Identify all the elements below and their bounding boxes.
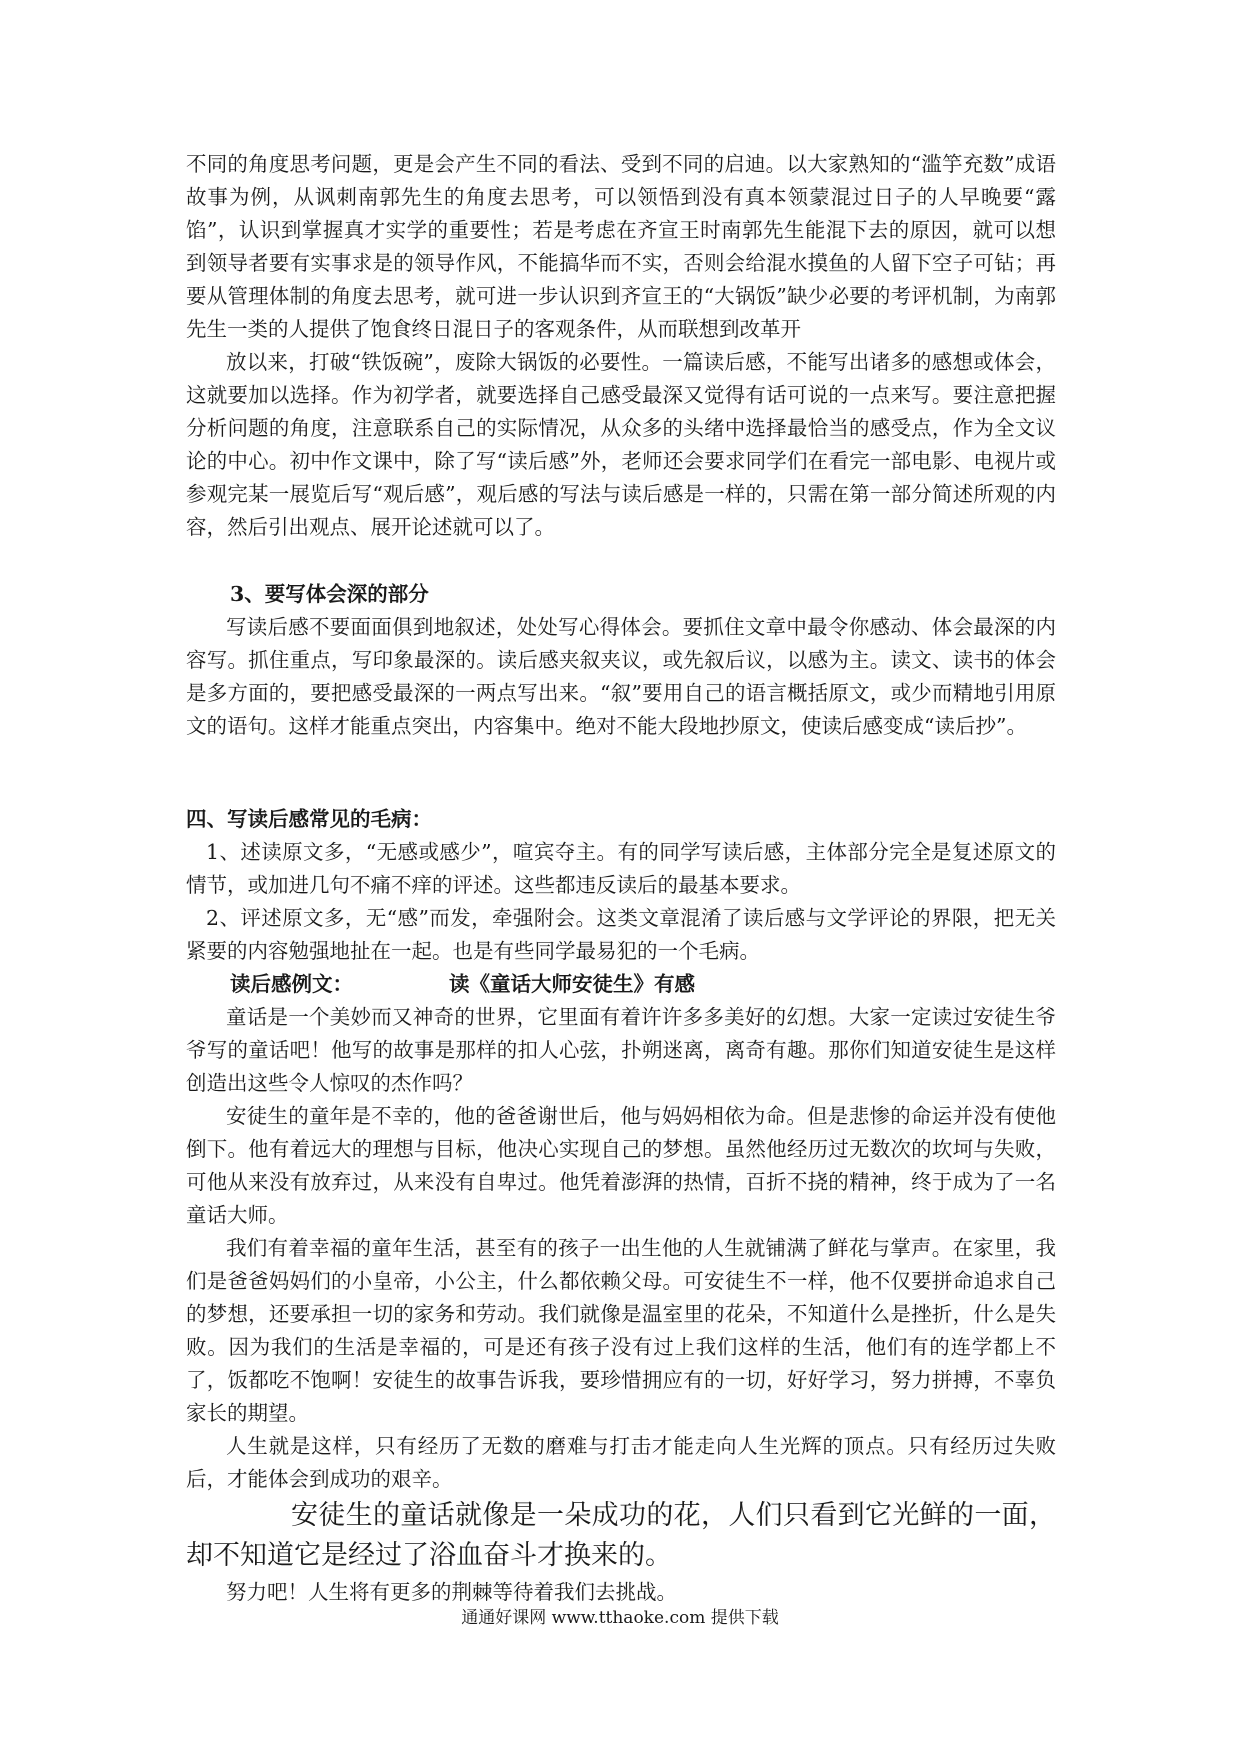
example-paragraph-4: 人生就是这样，只有经历了无数的磨难与打击才能走向人生光辉的顶点。只有经历过失败后，才能体会到成功的艰辛。 [186, 1434, 1056, 1491]
example-paragraph-1: 童话是一个美妙而又神奇的世界，它里面有着许许多多美好的幻想。大家一定读过安徒生爷爷写的童话吧！他写的故事是那样的扣人心弦，扑朔迷离，离奇有趣。那你们知道安徒生是这样创造出这些令人惊叹的杰作吗？ [186, 1005, 1056, 1095]
example-paragraph-3: 我们有着幸福的童年生活，甚至有的孩子一出生他的人生就铺满了鲜花与掌声。在家里，我们是爸爸妈妈们的小皇帝，小公主，什么都依赖父母。可安徒生不一样，他不仅要拼命追求自己的梦想，还要承担一切的家务和劳动。我们就像是温室里的花朵，不知道什么是挫折，什么是失败。因为我们的生活是幸福的，可是还有孩子没有过上我们这样的生活，他们有的连学都上不了，饭都吃不饱啊！安徒生的故事告诉我，要珍惜拥应有的一切，好好学习，努力拼搏，不辜负家长的期望。 [186, 1236, 1056, 1425]
section-4-heading: 四、写读后感常见的毛病： [186, 807, 432, 831]
section-4-item-1: 1、述读原文多，“无感或感少”，喧宾夺主。有的同学写读后感，主体部分完全是复述原文的情节，或加进几句不痛不痒的评述。这些都违反读后的最基本要求。 [186, 840, 1056, 897]
section-3-heading: 3、要写体会深的部分 [230, 582, 429, 606]
page-footer: 通通好课网 www.tthaoke.com 提供下载 [461, 1608, 779, 1628]
intro-paragraph-1: 不同的角度思考问题，更是会产生不同的看法、受到不同的启迪。以大家熟知的“滥竽充数”成语故事为例，从讽刺南郭先生的角度去思考，可以领悟到没有真本领蒙混过日子的人早晚要“露馅”，认识到掌握真才实学的重要性；若是考虑在齐宣王时南郭先生能混下去的原因，就可以想到领导者要有实事求是的领导作风，不能搞华而不实，否则会给混水摸鱼的人留下空子可钻；再要从管理体制的角度去思考，就可进一步认识到齐宣王的“大锅饭”缺少必要的考评机制，为南郭先生一类的人提供了饱食终日混日子的客观条件，从而联想到改革开 [186, 152, 1056, 341]
example-label: 读后感例文： [230, 972, 353, 996]
section-3 [186, 578, 1056, 743]
intro-paragraph-2: 放以来，打破“铁饭碗”，废除大锅饭的必要性。一篇读后感，不能写出诸多的感想或体会，这就要加以选择。作为初学者，就要选择自己感受最深又觉得有话可说的一点来写。要注意把握分析问题的角度，注意联系自己的实际情况，从众多的头绪中选择最恰当的感受点，作为全文议论的中心。初中作文课中，除了写“读后感”外，老师还会要求同学们在看完一部电影、电视片或参观完某一展览后写“观后感”，观后感的写法与读后感是一样的，只需在第一部分简述所观的内容，然后引出观点、展开论述就可以了。 [186, 350, 1056, 539]
example-title: 读《童话大师安徒生》有感 [449, 972, 695, 996]
section-3-body: 写读后感不要面面俱到地叙述，处处写心得体会。要抓住文章中最令你感动、体会最深的内容写。抓住重点，写印象最深的。读后感夹叙夹议，或先叙后议，以感为主。读文、读书的体会是多方面的，要把感受最深的一两点写出来。“叙”要用自己的语言概括原文，或少而精地引用原文的语句。这样才能重点突出，内容集中。绝对不能大段地抄原文，使读后感变成“读后抄”。 [186, 615, 1056, 738]
example-heading [186, 968, 1056, 1001]
section-4 [186, 803, 1056, 968]
example-paragraph-5: 安徒生的童话就像是一朵成功的花，人们只看到它光鲜的一面，却不知道它是经过了浴血奋斗才换来的。 [186, 1500, 1056, 1571]
example-paragraph-2: 安徒生的童年是不幸的，他的爸爸谢世后，他与妈妈相依为命。但是悲惨的命运并没有使他倒下。他有着远大的理想与目标，他决心实现自己的梦想。虽然他经历过无数次的坎坷与失败，可他从来没有放弃过，从来没有自卑过。他凭着澎湃的热情，百折不挠的精神，终于成为了一名童话大师。 [186, 1104, 1056, 1227]
example-paragraph-6: 努力吧！人生将有更多的荆棘等待着我们去挑战。 [226, 1580, 677, 1604]
example-essay [186, 968, 1056, 1609]
intro-block [186, 148, 1056, 544]
section-4-item-2: 2、评述原文多，无“感”而发，牵强附会。这类文章混淆了读后感与文学评论的界限，把无关紧要的内容勉强地扯在一起。也是有些同学最易犯的一个毛病。 [186, 906, 1056, 963]
